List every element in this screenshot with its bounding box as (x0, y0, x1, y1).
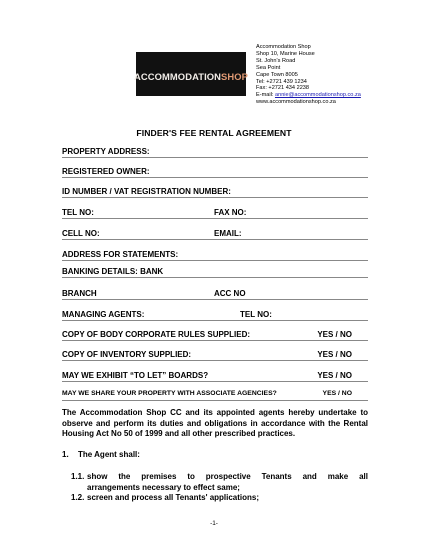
item-text-continuation: arrangements necessary to effect same; (87, 482, 240, 492)
agents-tel-no-label: TEL NO: (240, 310, 272, 319)
managing-agents-label: MANAGING AGENTS: (62, 310, 145, 319)
banking-details-label: BANKING DETAILS: BANK (62, 267, 164, 276)
property-address-label: PROPERTY ADDRESS: (62, 147, 150, 156)
body-corporate-label: COPY OF BODY CORPORATE RULES SUPPLIED: (62, 330, 251, 339)
email-link[interactable]: annie@accommodationshop.co.za (274, 92, 361, 99)
inventory-yes-no[interactable]: YES / NO (317, 350, 352, 359)
share-property-label: MAY WE SHARE YOUR PROPERTY WITH ASSOCIATE AGENCIES? (62, 390, 277, 397)
document-title: FINDER'S FEE RENTAL AGREEMENT (136, 128, 292, 138)
branch-label: BRANCH (62, 289, 97, 298)
company-logo (133, 52, 249, 96)
fax-no-label: FAX NO: (214, 208, 247, 217)
inventory-label: COPY OF INVENTORY SUPPLIED: (62, 350, 192, 359)
undertaking-paragraph: The Accommodation Shop CC and its appointed agents hereby undertake to observe and perform its duties and obligations in accordance with the Rental Housing Act No 50 of 1999 and all other prescribed practices. (62, 408, 368, 438)
logo-text-part2: SHOP (221, 71, 249, 82)
list-item (71, 493, 368, 504)
item-text: show the premises to prospective Tenants and make all (87, 472, 368, 481)
address-tel: Tel: +2721 439 1234 (256, 78, 307, 85)
share-property-yes-no[interactable]: YES / NO (322, 390, 352, 397)
branch-acc-field[interactable] (62, 289, 368, 300)
email-label: E-mail: (256, 92, 275, 99)
share-property-field[interactable] (62, 390, 368, 401)
managing-agents-field[interactable] (62, 310, 368, 321)
item-text: screen and process all Tenants' applications; (87, 493, 260, 502)
list-item (71, 472, 368, 483)
address-line: St. John's Road (256, 57, 296, 64)
body-corporate-yes-no[interactable]: YES / NO (317, 330, 352, 339)
company-address (256, 44, 361, 106)
to-let-yes-no[interactable]: YES / NO (317, 371, 352, 380)
address-email-line (256, 92, 361, 99)
item-number: 1.2. (71, 493, 85, 502)
section-heading: The Agent shall: (78, 450, 140, 459)
id-number-label: ID NUMBER / VAT REGISTRATION NUMBER: (62, 187, 231, 196)
cell-no-label: CELL NO: (62, 229, 100, 238)
id-number-field[interactable] (62, 187, 368, 198)
agent-duties-list (71, 472, 368, 504)
agent-section-heading (62, 450, 140, 459)
inventory-field[interactable] (62, 350, 368, 361)
address-line: Shop 10, Marine House (256, 50, 315, 57)
tel-fax-field[interactable] (62, 208, 368, 219)
body-corporate-field[interactable] (62, 330, 368, 341)
property-address-field[interactable] (62, 147, 368, 158)
address-line: Sea Point (256, 64, 281, 71)
section-number: 1. (62, 450, 69, 459)
address-statements-label: ADDRESS FOR STATEMENTS: (62, 250, 179, 259)
address-fax: Fax: +2721 434 2238 (256, 85, 310, 92)
address-statements-field[interactable] (62, 250, 368, 261)
to-let-label: MAY WE EXHIBIT “TO LET” BOARDS? (62, 371, 209, 380)
item-number: 1.1. (71, 472, 85, 481)
tel-no-label: TEL NO: (62, 208, 94, 217)
registered-owner-field[interactable] (62, 167, 368, 178)
address-line: Accommodation Shop (256, 44, 311, 50)
email-field-label: EMAIL: (214, 229, 242, 238)
to-let-field[interactable] (62, 371, 368, 382)
acc-no-label: ACC NO (214, 289, 246, 298)
logo-text (134, 71, 248, 82)
banking-details-field[interactable] (62, 267, 368, 278)
cell-email-field[interactable] (62, 229, 368, 240)
website-text: www.accommodationshop.co.za (256, 99, 336, 106)
address-line: Cape Town 8005 (256, 71, 298, 78)
logo-text-part1: ACCOMMODATION (133, 71, 222, 82)
registered-owner-label: REGISTERED OWNER: (62, 167, 150, 176)
page-number: -1- (210, 520, 218, 527)
